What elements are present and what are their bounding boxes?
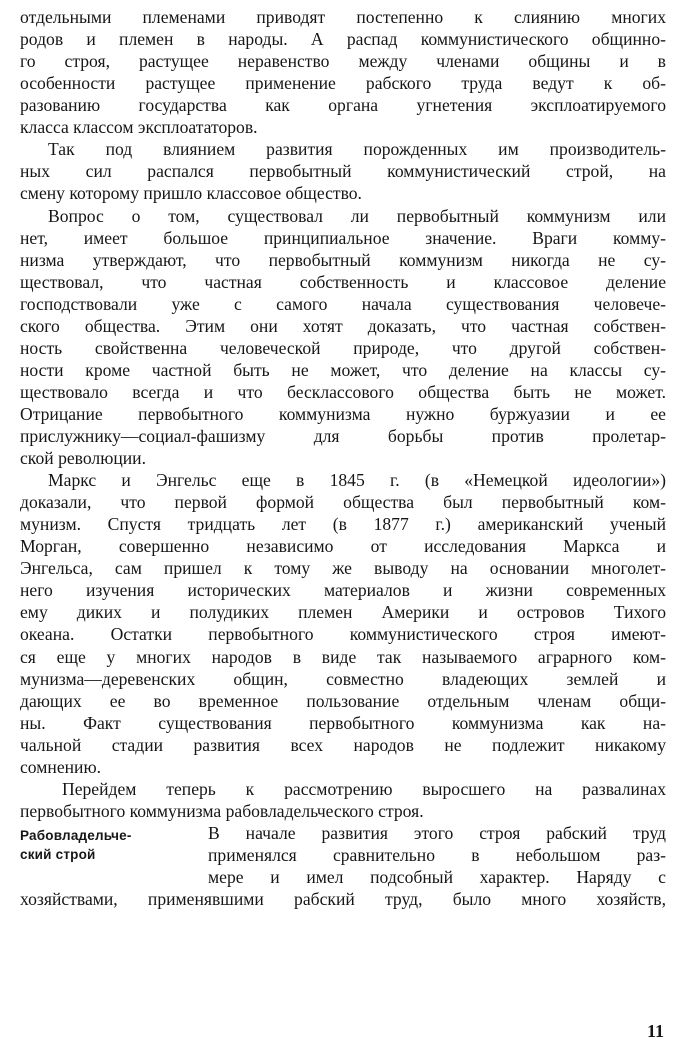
text-line: океана. Остатки первобытного коммунистического строя имеют- — [20, 624, 666, 645]
text-line: ской революции. — [20, 448, 146, 468]
text-line: смену которому пришло классовое общество. — [20, 183, 362, 204]
text-line: сомнению. — [20, 756, 102, 777]
text-line: го строя, растущее неравенство между членами общины и в — [20, 51, 666, 72]
text-line: ность свойственна человеческой природе, что другой собствен- — [20, 337, 666, 358]
text-line: Энгельса, сам пришел к тому же выводу на основании многолет- — [20, 558, 666, 579]
page-number: 11 — [646, 1021, 664, 1041]
text-line: господствовали уже с самого начала существования человече- — [20, 293, 666, 314]
text-line: Отрицание первобытного коммунизма нужно буржуазии и ее — [20, 403, 666, 424]
text-line: дающих ее во временное пользование отдельным членам общи- — [20, 690, 666, 711]
text-line: ского общества. Этим они хотят доказать, что частная собствен- — [20, 315, 666, 336]
text-line: отдельными племенами приводят постепенно к слиянию многих — [20, 7, 666, 27]
text-line: мунизма—деревенских общин, совместно владеющих землей и — [20, 668, 666, 689]
text-line: прислужнику—социал-фашизму для борьбы против пролетар- — [20, 425, 666, 446]
paragraph-first-line: Маркс и Энгельс еще в 1845 г. (в «Немецкой идеологии») — [48, 470, 666, 491]
text-line: Морган, совершенно независимо от исследования Маркса и — [20, 536, 666, 557]
text-line: первобытного коммунизма рабовладельческого строя. — [20, 800, 424, 821]
text-line: родов и племен в народы. А распад коммунистического общинно- — [20, 29, 666, 50]
text-line: низма утверждают, что первобытный коммунизм никогда не су- — [20, 249, 666, 270]
margin-heading-line: Рабовладельче- — [20, 827, 132, 843]
text-line: ности кроме частной быть не может, что деление на классы су- — [20, 359, 666, 380]
text-line: особенности растущее применение рабского труда ведут к об- — [20, 73, 666, 94]
margin-heading — [20, 826, 200, 864]
text-line: хозяйствами, применявшими рабский труд, было много хозяйств, — [20, 889, 666, 909]
text-line: доказали, что первой формой общества был первобытный ком- — [20, 492, 666, 513]
paragraph-first-line: Так под влиянием развития порожденных им производитель- — [48, 139, 666, 160]
text-line: ся еще у многих народов в виде так называемого аграрного ком- — [20, 646, 666, 667]
text-line: разованию государства как органа угнетения эксплоатируемого — [20, 95, 666, 116]
margin-heading-line: ский строй — [20, 846, 96, 862]
text-line: мере и имел подсобный характер. Наряду с — [208, 867, 666, 887]
text-line: ему диких и полудиких племен Америки и островов Тихого — [20, 602, 666, 623]
text-line: класса классом эксплоататоров. — [20, 117, 258, 138]
text-line: ществовал, что частная собственность и классовое деление — [20, 271, 666, 292]
paragraph-first-line: Вопрос о том, существовал ли первобытный коммунизм или — [48, 205, 666, 226]
text-line: ных сил распался первобытный коммунистический строй, на — [20, 161, 666, 182]
text-line: чальной стадии развития всех народов не подлежит никакому — [20, 734, 666, 755]
text-line: ны. Факт существования первобытного коммунизма как на- — [20, 712, 666, 733]
paragraph-first-line: В начале развития этого строя рабский труд — [208, 822, 666, 843]
text-line: него изучения исторических материалов и жизни современных — [20, 580, 666, 601]
paragraph-first-line: Перейдем теперь к рассмотрению выросшего на развалинах — [62, 778, 666, 799]
text-line: применялся сравнительно в небольшом раз- — [208, 844, 666, 865]
text-line: нет, имеет большое принципиальное значение. Враги комму- — [20, 227, 666, 248]
text-line: мунизм. Спустя тридцать лет (в 1877 г.) американский ученый — [20, 514, 666, 535]
text-line: ществовало всегда и что бесклассового общества быть не может. — [20, 381, 666, 402]
